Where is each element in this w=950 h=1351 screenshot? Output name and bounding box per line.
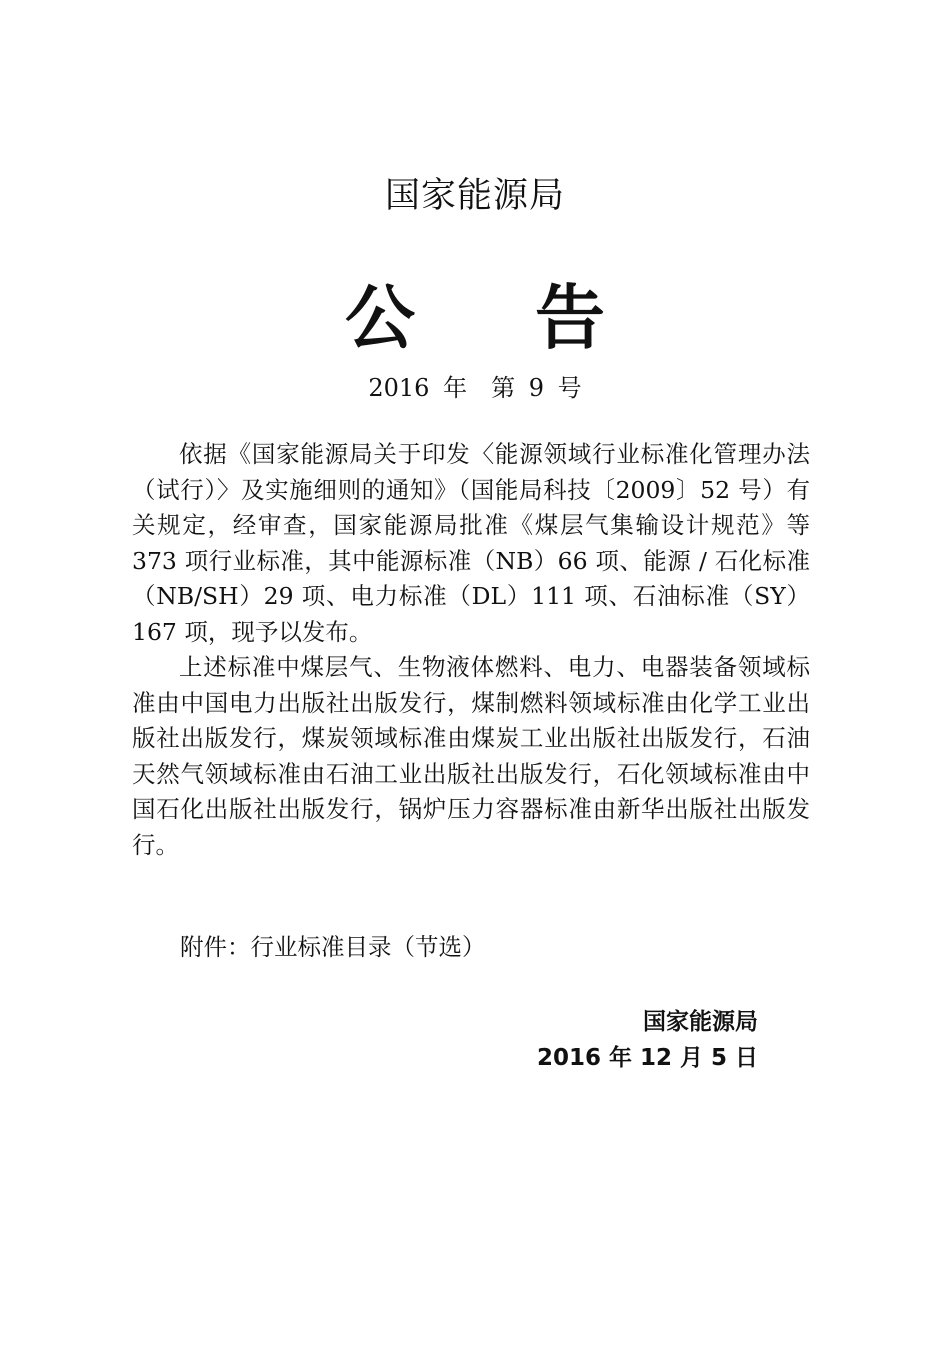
signature-organization: 国家能源局 — [643, 1009, 758, 1035]
attachment-line: 附件：行业标准目录（节选） — [180, 933, 486, 961]
announcement-number: 2016 年 第 9 号 — [368, 374, 582, 402]
body-paragraph: 依据《国家能源局关于印发〈能源领域行业标准化管理办法（试行）〉及实施细则的通知》（国能局科技〔2009〕52 号）有关规定，经审查，国家能源局批准《煤层气集输设计规范》等 373 项行业标准，其中能源标准（NB）66 项、能源 / 石化标准（NB/SH）29 项、电力标准（DL）111 项、石油标准（SY）167 项，现予以发布。 — [132, 440, 810, 646]
announcement-body — [132, 437, 810, 863]
issuer-heading: 国家能源局 — [384, 176, 565, 216]
page-title: 公告 — [345, 277, 725, 359]
body-paragraph: 上述标准中煤层气、生物液体燃料、电力、电器装备领域标准由中国电力出版社出版发行，煤制燃料领域标准由化学工业出版社出版发行，煤炭领域标准由煤炭工业出版社出版发行，石油天然气领域标准由石油工业出版社出版发行，石化领域标准由中国石化出版社出版发行，锅炉压力容器标准由新华出版社出版发行。 — [132, 653, 810, 859]
signature-date: 2016 年 12 月 5 日 — [536, 1045, 758, 1071]
